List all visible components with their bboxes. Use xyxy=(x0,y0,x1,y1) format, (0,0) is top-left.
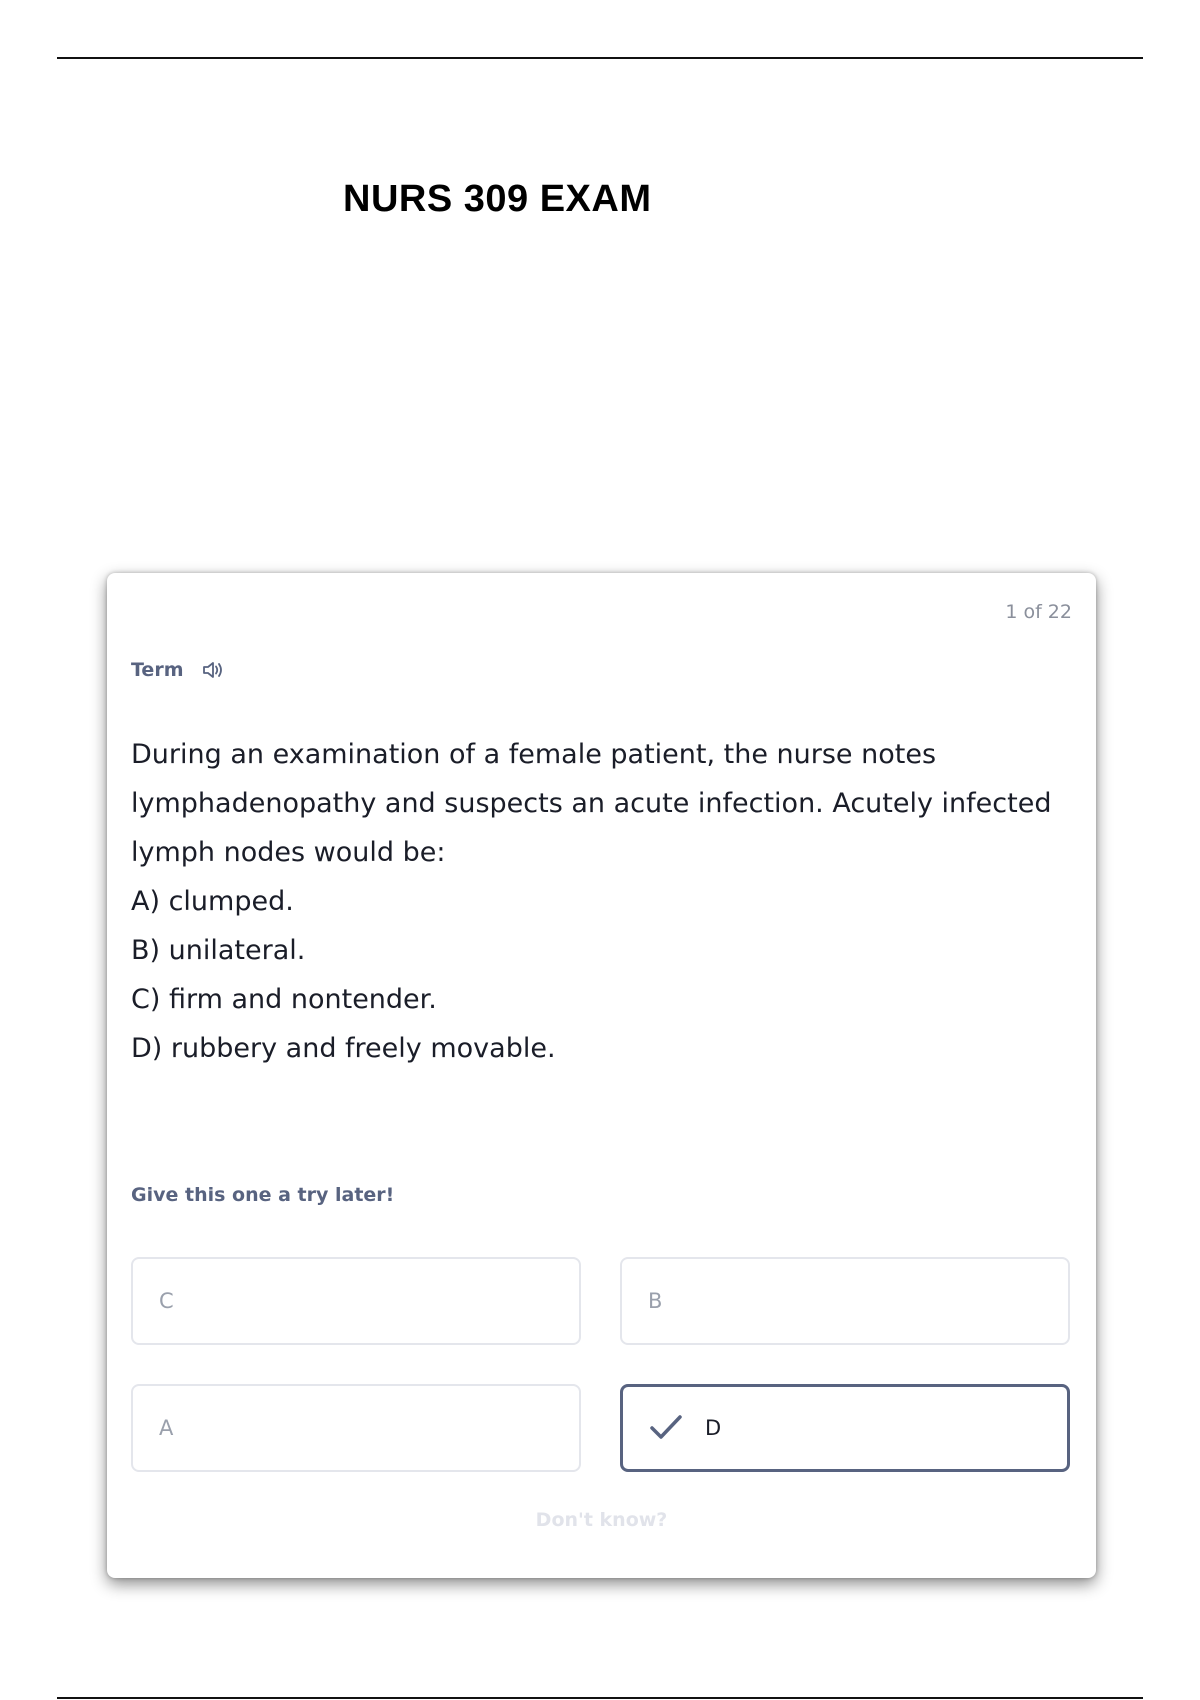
answer-option-label: C xyxy=(159,1289,174,1313)
speaker-icon[interactable] xyxy=(202,660,224,680)
top-divider xyxy=(57,57,1143,59)
flashcard xyxy=(107,573,1096,1578)
hint-text: Give this one a try later! xyxy=(131,1184,395,1206)
answer-option-c[interactable] xyxy=(131,1257,581,1345)
answer-option-label: A xyxy=(159,1416,174,1440)
answer-option-d[interactable] xyxy=(620,1384,1070,1472)
question-line: lymphadenopathy and suspects an acute infection. Acutely infected xyxy=(131,788,1052,819)
card-counter: 1 of 22 xyxy=(1005,601,1072,623)
answer-option-a[interactable] xyxy=(131,1384,581,1472)
answer-option-b[interactable] xyxy=(620,1257,1070,1345)
choice-b-text: B) unilateral. xyxy=(131,935,306,966)
term-label: Term xyxy=(131,659,184,681)
answer-option-label: B xyxy=(648,1289,663,1313)
question-line: lymph nodes would be: xyxy=(131,837,446,868)
bottom-divider xyxy=(57,1697,1143,1699)
choice-a-text: A) clumped. xyxy=(131,886,294,917)
document-title: NURS 309 EXAM xyxy=(343,178,652,220)
answer-option-label: D xyxy=(705,1416,722,1440)
check-icon xyxy=(649,1413,683,1443)
choice-c-text: C) firm and nontender. xyxy=(131,984,437,1015)
question-text xyxy=(131,730,1081,1073)
dont-know-link[interactable]: Don't know? xyxy=(535,1509,668,1531)
term-header xyxy=(131,659,224,681)
choice-d-text: D) rubbery and freely movable. xyxy=(131,1033,556,1064)
question-line: During an examination of a female patient, the nurse notes xyxy=(131,739,937,770)
